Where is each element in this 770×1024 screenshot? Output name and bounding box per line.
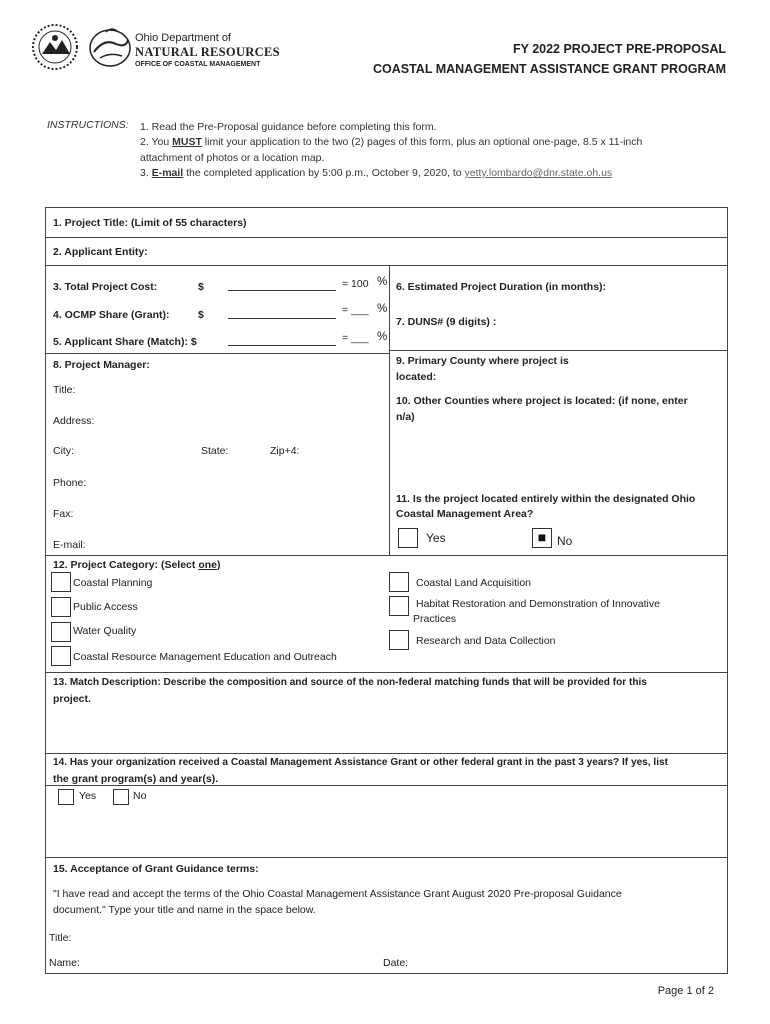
- instruction-2: 2. You MUST limit your application to the two (2) pages of this form, plus an optional one-page, 8.5 x 11-inch: [140, 136, 643, 148]
- ohio-seal-icon: [30, 22, 86, 72]
- category-water-quality-label: Water Quality: [73, 625, 137, 637]
- instructions-label: INSTRUCTIONS:: [47, 119, 129, 131]
- category-research-label: Research and Data Collection: [416, 635, 556, 647]
- coastal-area-question-cont: Coastal Management Area?: [396, 508, 534, 520]
- guidance-acceptance-text: "I have read and accept the terms of the Ohio Coastal Management Assistance Grant August 2020 Pre-proposal Guidance: [53, 888, 622, 900]
- project-title-label: 1. Project Title: (Limit of 55 characters): [53, 217, 247, 229]
- coastal-area-no-checkbox[interactable]: ■: [532, 528, 552, 548]
- category-coastal-planning-label: Coastal Planning: [73, 577, 153, 589]
- total-cost-percent-sign: %: [377, 276, 388, 288]
- coastal-area-yes-checkbox[interactable]: [398, 528, 418, 548]
- odnr-hand-logo-icon: [86, 22, 134, 70]
- primary-county-label: 9. Primary County where project is: [396, 355, 569, 367]
- applicant-share-percent-value[interactable]: = ___: [342, 332, 369, 344]
- total-cost-dollar: $: [198, 281, 204, 293]
- agency-name-line1: Ohio Department of: [135, 32, 231, 44]
- manager-phone-label: Phone:: [53, 477, 87, 489]
- applicant-share-percent-sign: %: [377, 331, 388, 343]
- federal-grant-yes-label: Yes: [79, 790, 97, 802]
- category-public-access-checkbox[interactable]: [51, 597, 71, 617]
- instruction-1: 1. Read the Pre-Proposal guidance before completing this form.: [140, 121, 437, 133]
- other-counties-label-cont: n/a): [396, 411, 415, 423]
- category-habitat-restoration-label-cont: Practices: [413, 613, 457, 625]
- other-counties-label: 10. Other Counties where project is located: (if none, enter: [396, 395, 688, 407]
- ocmp-share-percent-value[interactable]: = ___: [342, 304, 369, 316]
- total-cost-label: 3. Total Project Cost:: [53, 281, 158, 293]
- total-cost-field[interactable]: [228, 290, 336, 291]
- manager-title-label: Title:: [53, 384, 76, 396]
- contact-email-link[interactable]: yetty.lombardo@dnr.state.oh.us: [464, 167, 613, 179]
- applicant-entity-label: 2. Applicant Entity:: [53, 246, 148, 258]
- category-public-access-label: Public Access: [73, 601, 138, 613]
- guidance-acceptance-text-cont: document." Type your title and name in the space below.: [53, 904, 316, 916]
- category-habitat-restoration-label: Habitat Restoration and Demonstration of Innovative: [416, 598, 660, 610]
- form-border: [45, 207, 728, 974]
- manager-address-label: Address:: [53, 415, 95, 427]
- federal-grant-yes-checkbox[interactable]: [58, 789, 74, 805]
- manager-email-label: E-mail:: [53, 539, 86, 551]
- ocmp-share-percent-sign: %: [377, 303, 388, 315]
- category-education-checkbox[interactable]: [51, 646, 71, 666]
- federal-grant-no-label: No: [133, 790, 147, 802]
- manager-zip-label: Zip+4:: [270, 445, 300, 457]
- form-title-line1: FY 2022 PROJECT PRE-PROPOSAL: [512, 42, 726, 56]
- agency-name-line3: OFFICE OF COASTAL MANAGEMENT: [135, 61, 261, 68]
- coastal-area-yes-label: Yes: [426, 531, 446, 545]
- manager-state-label: State:: [201, 445, 229, 457]
- project-duration-label: 6. Estimated Project Duration (in months):: [396, 281, 607, 293]
- form-title-line2: COASTAL MANAGEMENT ASSISTANCE GRANT PROGRAM: [372, 62, 726, 76]
- coastal-area-no-label: No: [557, 534, 573, 548]
- applicant-share-label: 5. Applicant Share (Match): $: [53, 336, 197, 348]
- signature-date-label: Date:: [383, 957, 409, 969]
- category-habitat-restoration-checkbox[interactable]: [389, 596, 409, 616]
- federal-grant-question: 14. Has your organization received a Coastal Management Assistance Grant or other federal grant in the past 3 years? If yes, list: [53, 757, 668, 768]
- instruction-3: 3. E-mail the completed application by 5:00 p.m., October 9, 2020, to yetty.lombardo@dnr.state.oh.us: [140, 167, 613, 179]
- total-cost-percent-value: = 100: [342, 278, 369, 290]
- category-land-acquisition-label: Coastal Land Acquisition: [416, 577, 531, 589]
- category-research-checkbox[interactable]: [389, 630, 409, 650]
- applicant-share-field[interactable]: [228, 345, 336, 346]
- coastal-area-question: 11. Is the project located entirely within the designated Ohio: [396, 493, 696, 505]
- primary-county-label-cont: located:: [396, 371, 437, 383]
- signer-title-label: Title:: [49, 932, 72, 944]
- ocmp-share-label: 4. OCMP Share (Grant):: [53, 309, 170, 321]
- federal-grant-question-cont: the grant program(s) and year(s).: [53, 773, 219, 785]
- match-description-label-cont: project.: [53, 693, 91, 705]
- ocmp-share-field[interactable]: [228, 318, 336, 319]
- category-water-quality-checkbox[interactable]: [51, 622, 71, 642]
- ocmp-share-dollar: $: [198, 309, 204, 321]
- project-manager-label: 8. Project Manager:: [53, 359, 150, 371]
- category-land-acquisition-checkbox[interactable]: [389, 572, 409, 592]
- category-coastal-planning-checkbox[interactable]: [51, 572, 71, 592]
- manager-city-label: City:: [53, 445, 74, 457]
- duns-label: 7. DUNS# (9 digits) :: [396, 316, 497, 328]
- category-education-label: Coastal Resource Management Education and Outreach: [73, 651, 337, 663]
- agency-name-line2: NATURAL RESOURCES: [135, 45, 280, 59]
- page-number: Page 1 of 2: [657, 985, 714, 997]
- guidance-acceptance-label: 15. Acceptance of Grant Guidance terms:: [53, 863, 259, 875]
- instruction-2-cont: attachment of photos or a location map.: [140, 152, 325, 164]
- manager-fax-label: Fax:: [53, 508, 74, 520]
- project-category-label: 12. Project Category: (Select one): [53, 559, 221, 571]
- match-description-label: 13. Match Description: Describe the composition and source of the non-federal matching funds that will be provided for this: [53, 677, 647, 688]
- signer-name-label: Name:: [49, 957, 80, 969]
- federal-grant-no-checkbox[interactable]: [113, 789, 129, 805]
